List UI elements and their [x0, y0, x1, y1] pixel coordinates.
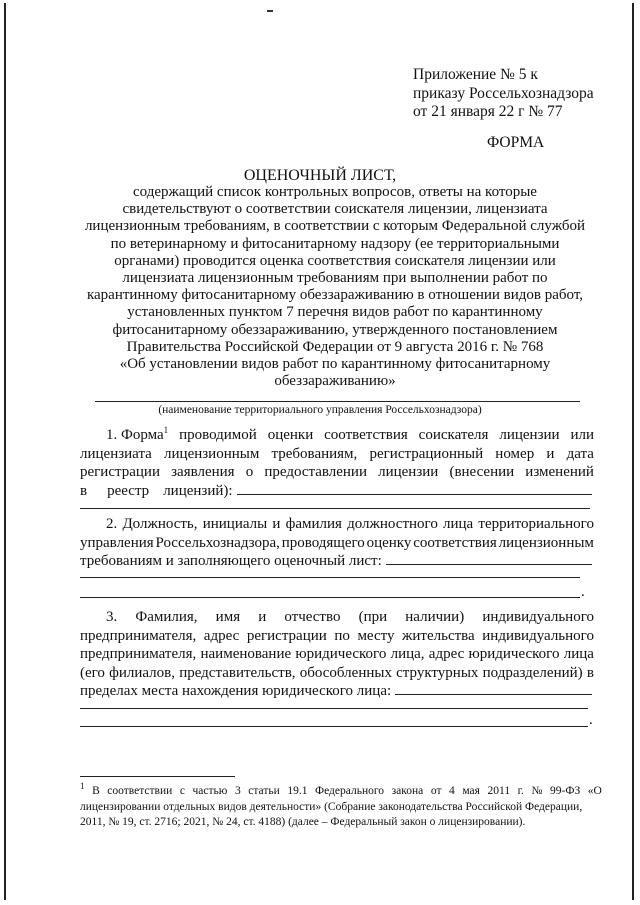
subtitle-line: свидетельствуют о соответствии соискателя лицензии, лицензиата [122, 201, 548, 218]
appendix-line-1: Приложение № 5 к [413, 66, 538, 83]
word: и [258, 609, 267, 625]
item-1-blank-line[interactable] [80, 508, 590, 509]
scan-mark [267, 10, 273, 12]
word: в [80, 482, 88, 499]
word: соискателя [418, 427, 489, 443]
item-3-line-4 [80, 664, 594, 683]
subtitle-line: установленных пунктом 7 перечня видов работ по карантинному [127, 304, 543, 321]
item-2-line-2 [80, 534, 594, 553]
word: лица, [390, 646, 425, 662]
word: (при [358, 609, 388, 625]
word: Фамилия, [135, 609, 198, 625]
word: адрес [203, 627, 240, 644]
item-2-blank-line[interactable] [80, 577, 580, 578]
word: 3. [106, 609, 118, 625]
word: проводимой [179, 427, 257, 443]
word: закона [391, 785, 424, 797]
word: предпринимателя, [80, 627, 197, 644]
word: оценку [366, 534, 412, 551]
appendix-header [413, 66, 594, 122]
word: подразделений) [482, 664, 583, 681]
item-2-blank-line[interactable] [80, 597, 580, 598]
footnote-line-3: 2011, № 19, ст. 2716; 2021, № 24, ст. 4188) (далее – Федеральный закон о лицензировании). [80, 816, 526, 828]
word: структурных [396, 664, 479, 681]
word: представительств, [179, 664, 296, 681]
item-1 [80, 426, 594, 500]
word: месту [357, 627, 395, 644]
word: филиалов, [109, 664, 175, 681]
word: лицензий): [163, 482, 233, 499]
word: реестр [107, 482, 150, 499]
word: соответствия [413, 534, 497, 551]
word: управления [80, 534, 154, 551]
word: адрес [428, 646, 465, 662]
word: лица [443, 516, 474, 532]
word: индивидуального [482, 609, 594, 625]
word: В [92, 785, 100, 797]
word: 19.1 [287, 785, 308, 797]
entity-field[interactable] [395, 682, 592, 695]
word: регистрации [80, 464, 160, 480]
word: требованиям, [271, 445, 358, 462]
subtitle-line: карантинному фитосанитарному обеззараживанию в отношении видов работ, [86, 287, 584, 304]
word: от [430, 785, 442, 797]
word: изменений [525, 464, 594, 480]
word: наличии) [405, 609, 465, 625]
appendix-line-3: от 21 января 22 г № 77 [413, 103, 563, 120]
subtitle-line: обеззараживанию» [274, 373, 396, 390]
item-2 [80, 515, 594, 571]
word: 2011 [487, 785, 511, 797]
word: лицензии [378, 464, 439, 480]
word: юридического [468, 646, 560, 662]
word: 4 [449, 785, 455, 797]
word: регистрационный [369, 445, 484, 462]
license-form-field[interactable] [237, 482, 592, 495]
word: 3 [234, 785, 241, 797]
word: юридического [295, 646, 387, 662]
territorial-office-field[interactable] [95, 401, 580, 402]
subtitle-line: Правительства Российской Федерации от 9 августа 2016 г. № 768 [126, 338, 544, 355]
word: г. [517, 785, 524, 797]
form-label: ФОРМА [487, 134, 545, 151]
word: инициалы [202, 516, 268, 532]
footnote-ref: 1 [163, 425, 169, 435]
word: дата [566, 445, 594, 462]
item-1-line-1 [80, 426, 594, 445]
word: мая [462, 785, 480, 797]
word: или [570, 427, 594, 443]
word: лицензиата [80, 445, 152, 462]
word: 2. [106, 516, 118, 532]
word: № [531, 785, 543, 797]
item-3-line-5 [80, 682, 594, 701]
word: и [272, 516, 281, 532]
word: Россельхознадзора, [155, 534, 280, 551]
word: Федерального [315, 785, 385, 797]
word: частью [192, 785, 228, 797]
subtitle-line: по ветеринарному и фитосанитарному надзору (ее территориальными [110, 235, 560, 252]
word: Должность, [122, 516, 198, 532]
item-3-text: пределах места нахождения юридического лица: [80, 683, 392, 699]
subtitle-line: лицензионным требованиям, в соответствии с которым Федеральной службой [84, 218, 586, 235]
word: наименование [200, 646, 292, 662]
word: обособленных [299, 664, 392, 681]
word: номер [495, 445, 535, 462]
subtitle-line: «Об установлении видов работ по карантинному фитосанитарному [119, 356, 551, 373]
word: лицензионным [498, 534, 594, 551]
word: лицензии [499, 427, 560, 443]
footnote-line-2: лицензировании отдельных видов деятельности» (Собрание законодательства Российской Федерации, [80, 800, 583, 813]
footnote-number: 1 [80, 781, 85, 792]
item-3-line-3 [80, 645, 594, 664]
period-mark: . [589, 712, 593, 728]
word: соответствии [107, 785, 173, 797]
subtitle-line: содержащий список контрольных вопросов, ответы на которые [133, 184, 537, 200]
word: (его [80, 664, 105, 681]
item-1-line-2 [80, 445, 594, 464]
word: жительства [402, 627, 475, 644]
word: с [179, 785, 185, 797]
item-3-blank-line[interactable] [80, 708, 588, 709]
item-3 [80, 608, 594, 701]
word: лица [563, 646, 594, 662]
word: и [546, 445, 555, 462]
period-mark: . [581, 584, 585, 600]
item-3-blank-line[interactable] [80, 726, 588, 727]
word: территориального [478, 516, 594, 532]
document-subtitle [75, 184, 595, 390]
word: должностного [347, 516, 438, 532]
word: предоставлении [264, 464, 367, 480]
word: оценки [267, 427, 314, 443]
word: «О [587, 785, 602, 797]
subtitle-line: органами) проводится оценка соответствия соискателя лицензии или [114, 252, 556, 269]
word: проводящего [281, 534, 365, 551]
word: индивидуального [482, 627, 594, 644]
word: о [245, 464, 254, 480]
item-2-line-3 [80, 552, 594, 571]
word: имя [215, 609, 241, 625]
item-2-line-1 [80, 515, 594, 534]
word: по [334, 627, 350, 644]
word: заявления [171, 464, 235, 480]
word: фамилия [285, 516, 342, 532]
footnote-line-1 [80, 781, 602, 800]
item-1-line-3 [80, 463, 594, 482]
subtitle-line: фитосанитарному обеззараживанию, утвержденного постановлением [112, 321, 558, 338]
subtitle-line: лицензиата лицензионным требованиям при выполнении работ по [122, 270, 548, 287]
item-2-text: требованиям и заполняющего оценочный лист: [80, 553, 382, 569]
word: статьи [248, 785, 280, 797]
footnote-separator [80, 776, 235, 777]
word: соответствия [324, 427, 408, 443]
footnote [80, 781, 602, 831]
item-1-lead: 1. Форма$^1$ [106, 425, 169, 443]
item-3-line-2 [80, 627, 594, 646]
word: предпринимателя, [80, 646, 197, 662]
territorial-office-caption: (наименование территориального управления Россельхознадзора) [158, 404, 482, 416]
inspector-field[interactable] [386, 552, 592, 565]
word: 99-ФЗ [550, 785, 581, 797]
appendix-line-2: приказу Россельхознадзора [413, 84, 594, 102]
word: лицензионным [164, 445, 260, 462]
word: в [586, 664, 594, 681]
document-title: ОЦЕНОЧНЫЙ ЛИСТ, [243, 167, 397, 184]
item-3-line-1 [80, 608, 594, 627]
item-1-line-4 [80, 482, 594, 501]
word: (внесении [449, 464, 515, 480]
word: регистрации [246, 627, 327, 644]
word: отчество [284, 609, 341, 625]
